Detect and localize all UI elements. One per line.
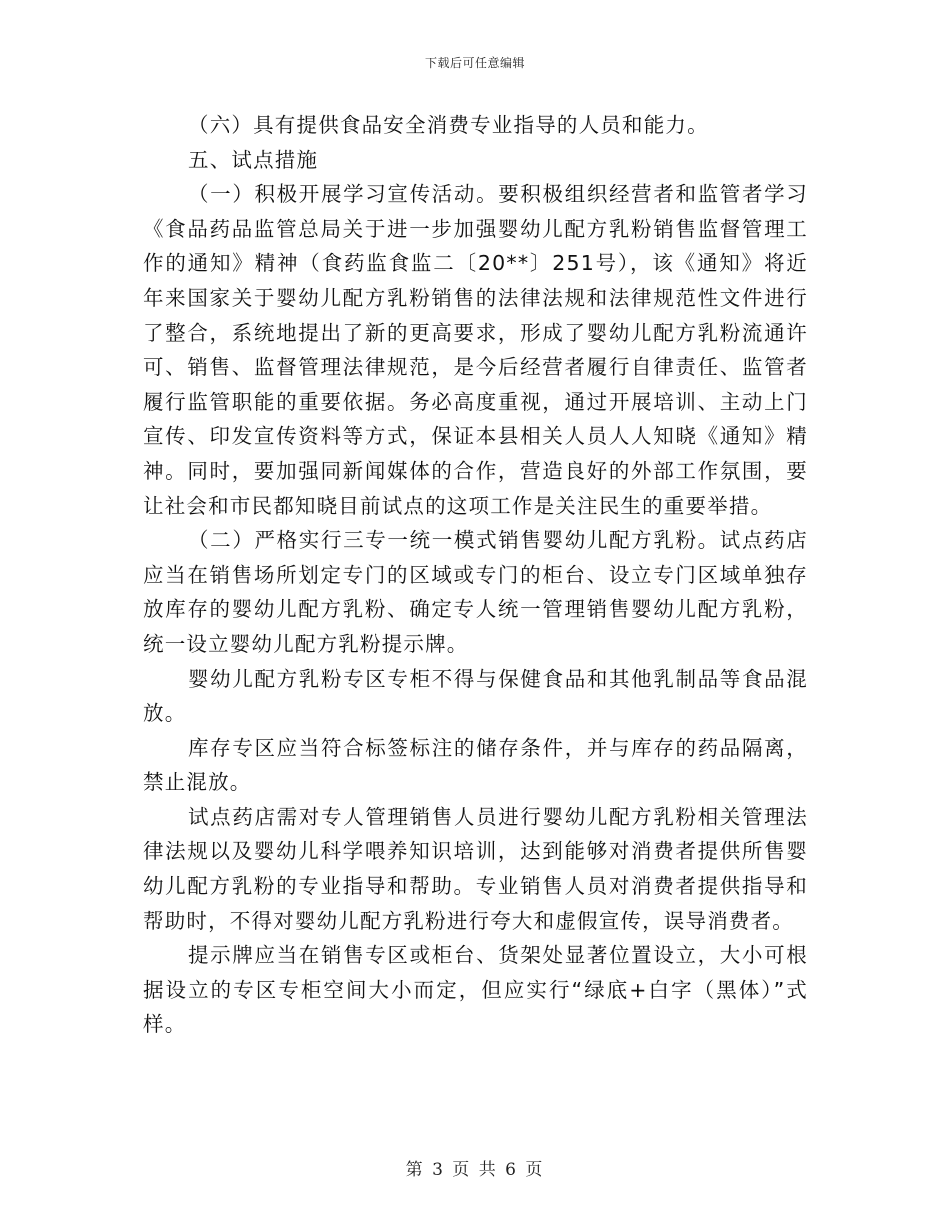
- paragraph-sales-mode: （二）严格实行三专一统一模式销售婴幼儿配方乳粉。试点药店应当在销售场所划定专门的区域或专门的柜台、设立专门区域单独存放库存的婴幼儿配方乳粉、确定专人统一管理销售婴幼儿配方乳粉，统一设立婴幼儿配方乳粉提示牌。: [143, 528, 808, 656]
- paragraph-training: 试点药店需对专人管理销售人员进行婴幼儿配方乳粉相关管理法律法规以及婴幼儿科学喂养知识培训，达到能够对消费者提供所售婴幼儿配方乳粉的专业指导和帮助。专业销售人员对消费者提供指导和帮助时，不得对婴幼儿配方乳粉进行夸大和虚假宣传，误导消费者。: [143, 804, 808, 933]
- paragraph-signboard: 提示牌应当在销售专区或柜台、货架处显著位置设立，大小可根据设立的专区专柜空间大小而定，但应实行“绿底+白字（黑体）”式样。: [143, 943, 808, 1037]
- document-body: [143, 108, 808, 1042]
- section-heading-pilot-measures: 五、试点措施: [188, 147, 319, 172]
- paragraph-publicity: （一）积极开展学习宣传活动。要积极组织经营者和监管者学习《食品药品监管总局关于进一步加强婴幼儿配方乳粉销售监督管理工作的通知》精神（食药监食监二〔20**〕251号），该《通知》将近年来国家关于婴幼儿配方乳粉销售的法律法规和法律规范性文件进行了整合，系统地提出了新的更高要求，形成了婴幼儿配方乳粉流通许可、销售、监督管理法律规范，是今后经营者履行自律责任、监管者履行监管职能的重要依据。务必高度重视，通过开展培训、主动上门宣传、印发宣传资料等方式，保证本县相关人员人人知晓《通知》精神。同时，要加强同新闻媒体的合作，营造良好的外部工作氛围，要让社会和市民都知晓目前试点的这项工作是关注民生的重要举措。: [143, 182, 808, 518]
- paragraph-no-mixing: 婴幼儿配方乳粉专区专柜不得与保健食品和其他乳制品等食品混放。: [143, 666, 808, 726]
- page-header: 下载后可任意编辑: [424, 56, 525, 70]
- paragraph-storage: 库存专区应当符合标签标注的储存条件，并与库存的药品隔离，禁止混放。: [143, 735, 808, 795]
- page-number: 第 3 页 共 6 页: [405, 1160, 545, 1180]
- paragraph-item-6: （六）具有提供食品安全消费专业指导的人员和能力。: [188, 113, 709, 137]
